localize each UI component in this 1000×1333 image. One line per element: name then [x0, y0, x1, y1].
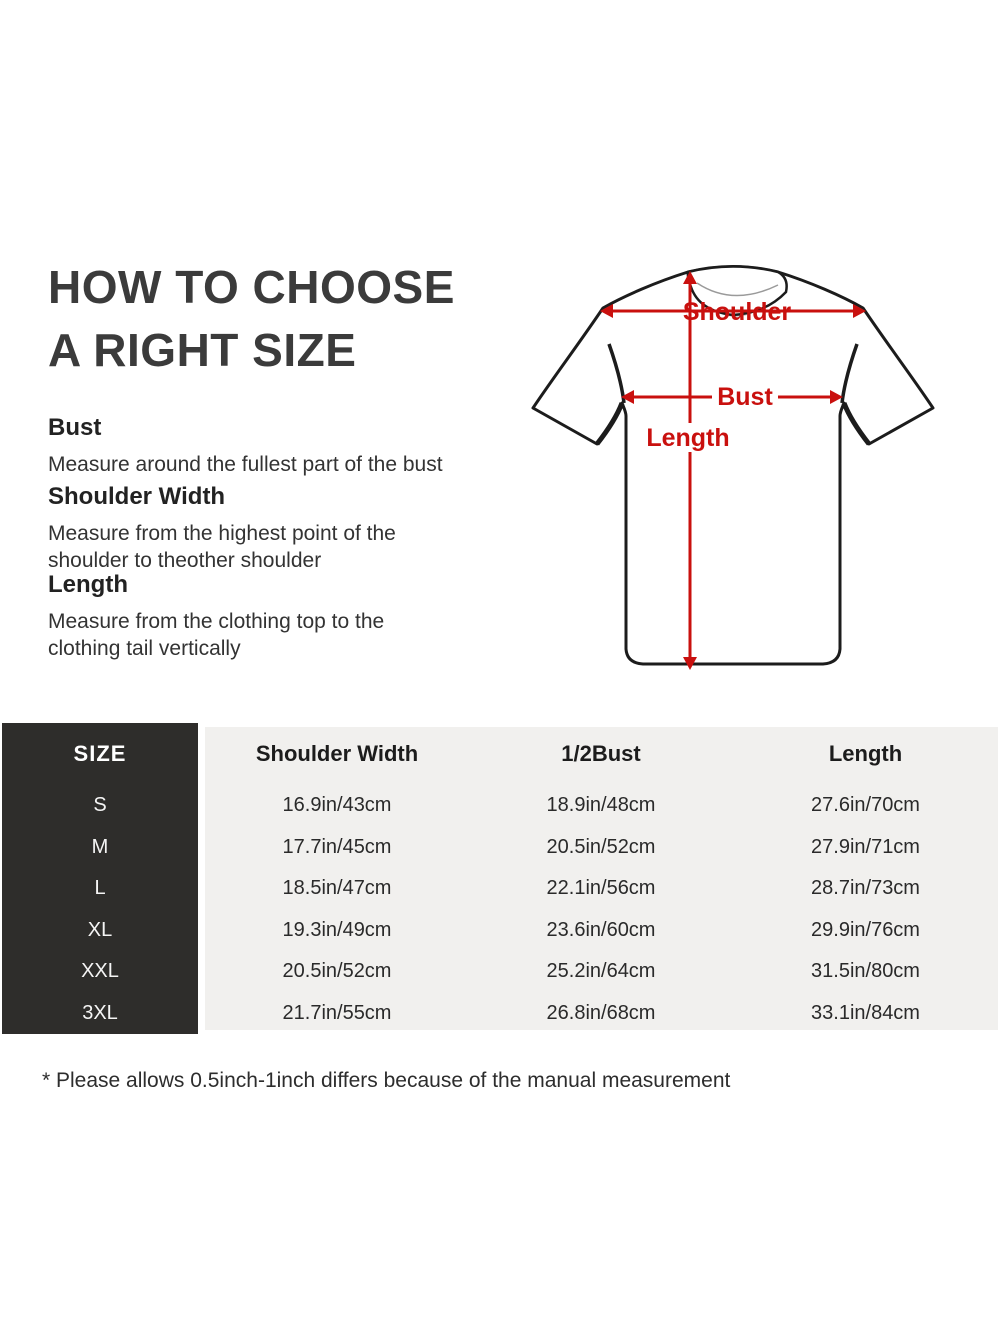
column-gap [198, 993, 205, 1035]
tshirt-outline [533, 267, 933, 665]
page-title-line1: HOW TO CHOOSE [48, 261, 455, 313]
row-l-length: 28.7in/73cm [811, 877, 920, 900]
row-3xl-shoulder: 21.7in/55cm [282, 1001, 392, 1024]
row-3xl-size: 3XL [82, 1001, 118, 1024]
instruction-length-heading: Length [48, 571, 128, 598]
instruction-length-text2: clothing tail vertically [48, 637, 241, 660]
row-3xl-length: 33.1in/84cm [811, 1001, 920, 1024]
instruction-length-text: Measure from the clothing top to the [48, 610, 385, 633]
column-gap [198, 827, 205, 869]
size-table [2, 723, 998, 1034]
column-header-length: Length [828, 741, 903, 766]
column-gap [198, 910, 205, 952]
row-3xl-bust: 26.8in/68cm [546, 1001, 656, 1024]
instruction-shoulder-text2: shoulder to theother shoulder [48, 549, 322, 572]
column-gap [198, 951, 205, 993]
row-xl-shoulder: 19.3in/49cm [282, 918, 392, 941]
row-xl-bust: 23.6in/60cm [546, 918, 656, 941]
instruction-bust-text: Measure around the fullest part of the bust [48, 453, 443, 476]
row-xl-size: XL [87, 918, 113, 941]
column-gap [198, 785, 205, 827]
row-m-size: M [91, 835, 109, 858]
row-m-length: 27.9in/71cm [811, 835, 920, 858]
page-title-line2: A RIGHT SIZE [48, 324, 357, 376]
row-m-bust: 20.5in/52cm [546, 835, 656, 858]
row-m-shoulder: 17.7in/45cm [282, 835, 392, 858]
tshirt-measurement-diagram [512, 250, 960, 682]
shoulder-arrow-label: Shoulder [682, 298, 792, 326]
instruction-length [48, 571, 488, 662]
row-xxl-shoulder: 20.5in/52cm [282, 960, 392, 983]
row-xxl-bust: 25.2in/64cm [546, 960, 656, 983]
column-header-size: SIZE [73, 741, 127, 766]
measurement-disclaimer: * Please allows 0.5inch-1inch differs because of the manual measurement [42, 1069, 731, 1092]
row-l-shoulder: 18.5in/47cm [282, 877, 392, 900]
column-header-half-bust: 1/2Bust [561, 741, 641, 766]
row-s-length: 27.6in/70cm [811, 794, 920, 817]
row-s-shoulder: 16.9in/43cm [282, 794, 392, 817]
row-s-size: S [93, 794, 107, 817]
row-s-bust: 18.9in/48cm [546, 794, 656, 817]
size-table-grid [2, 723, 998, 1034]
row-l-bust: 22.1in/56cm [546, 877, 656, 900]
column-gap [198, 868, 205, 910]
row-xl-length: 29.9in/76cm [811, 918, 920, 941]
row-xxl-length: 31.5in/80cm [811, 960, 920, 983]
column-gap [198, 723, 205, 785]
length-arrow-label: Length [646, 424, 730, 452]
row-xxl-size: XXL [81, 960, 119, 983]
page-title [48, 256, 455, 382]
column-header-shoulder-width: Shoulder Width [255, 741, 419, 766]
instruction-bust-heading: Bust [48, 414, 102, 441]
instruction-bust [48, 414, 488, 478]
instruction-shoulder-heading: Shoulder Width [48, 483, 226, 510]
instruction-shoulder-width [48, 483, 488, 574]
instruction-shoulder-text: Measure from the highest point of the [48, 522, 396, 545]
tshirt-diagram-svg [512, 250, 960, 682]
bust-arrow-label: Bust [717, 383, 773, 411]
row-l-size: L [94, 877, 106, 900]
